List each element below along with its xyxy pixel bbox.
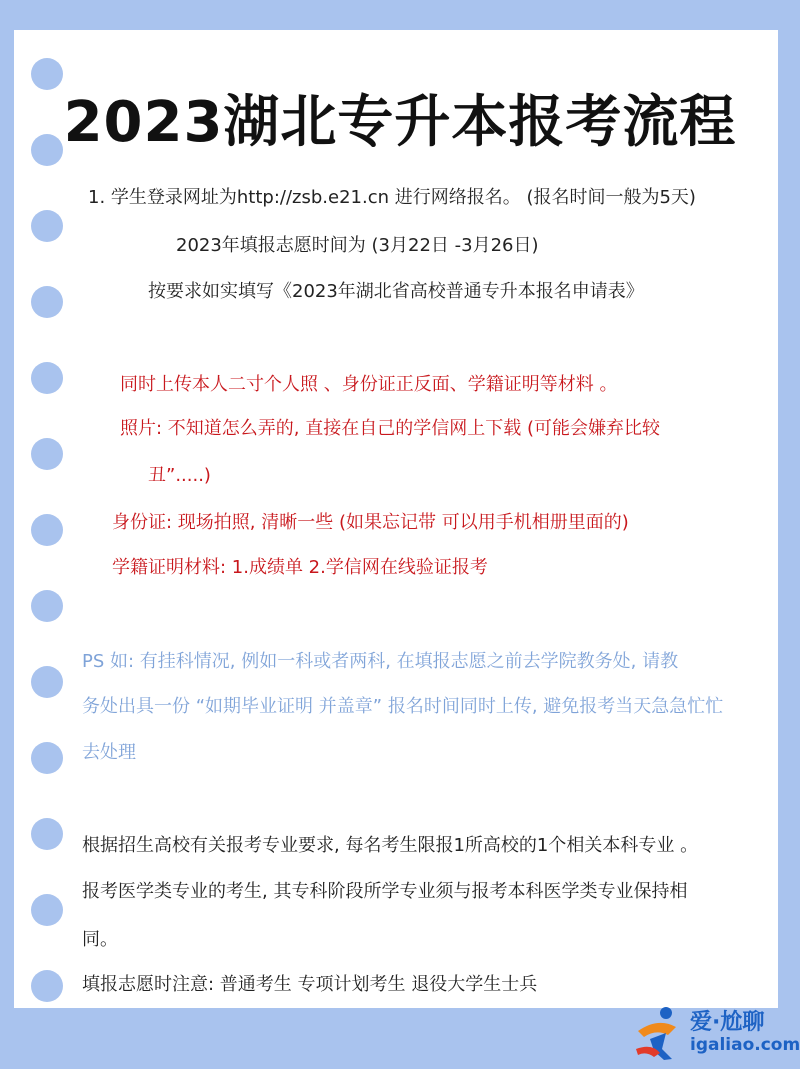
binder-hole (31, 210, 63, 242)
photo-note-text: 照片: 不知道怎么弄的, 直接在自己的学信网上下载 (可能会嫌弃比较 (120, 418, 660, 439)
binder-hole (31, 894, 63, 926)
binder-hole (31, 666, 63, 698)
student-records-text: 学籍证明材料: 1.成绩单 2.学信网在线验证报考 (112, 557, 488, 578)
page-title: 2023湖北专升本报考流程 (63, 90, 737, 155)
binder-hole (31, 742, 63, 774)
ps-note-line-3: 去处理 (82, 742, 136, 763)
watermark-name: 爱·尬聊 (690, 1010, 765, 1035)
medical-major-rule-continued-text: 同。 (82, 929, 118, 950)
application-dates-text: 2023年填报志愿时间为 (3月22日 -3月26日) (176, 235, 539, 256)
major-limit-rule-text: 根据招生高校有关报考专业要求, 每名考生限报1所高校的1个相关本科专业 。 (82, 835, 699, 856)
application-form-text: 按要求如实填写《2023年湖北省高校普通专升本报名申请表》 (148, 281, 644, 302)
id-card-note-text: 身份证: 现场拍照, 清晰一些 (如果忘记带 可以用手机相册里面的) (112, 512, 629, 533)
upload-materials-text: 同时上传本人二寸个人照 、身份证正反面、学籍证明等材料 。 (120, 374, 618, 395)
binder-hole (31, 362, 63, 394)
binder-hole (31, 438, 63, 470)
photo-note-continued-text: 丑”.....) (148, 465, 211, 486)
medical-major-rule-text: 报考医学类专业的考生, 其专科阶段所学专业须与报考本科医学类专业保持相 (82, 881, 688, 902)
binder-hole (31, 514, 63, 546)
watermark-url: igaliao.com (690, 1035, 800, 1055)
ps-note-line-1: PS 如: 有挂科情况, 例如一科或者两科, 在填报志愿之前去学院教务处, 请教 (82, 651, 679, 672)
step-1-text: 1. 学生登录网址为http://zsb.e21.cn 进行网络报名。 (报名时间一般为5天) (88, 187, 696, 208)
ps-note-line-2: 务处出具一份 “如期毕业证明 并盖章” 报名时间同时上传, 避免报考当天急急忙忙 (82, 696, 724, 717)
binder-hole (31, 590, 63, 622)
binder-hole (31, 970, 63, 1002)
runner-logo-icon (632, 1005, 686, 1061)
binder-hole (31, 286, 63, 318)
applicant-categories-note: 填报志愿时注意: 普通考生 专项计划考生 退役大学生士兵 (82, 974, 538, 995)
site-watermark (632, 1003, 800, 1063)
binder-hole (31, 818, 63, 850)
